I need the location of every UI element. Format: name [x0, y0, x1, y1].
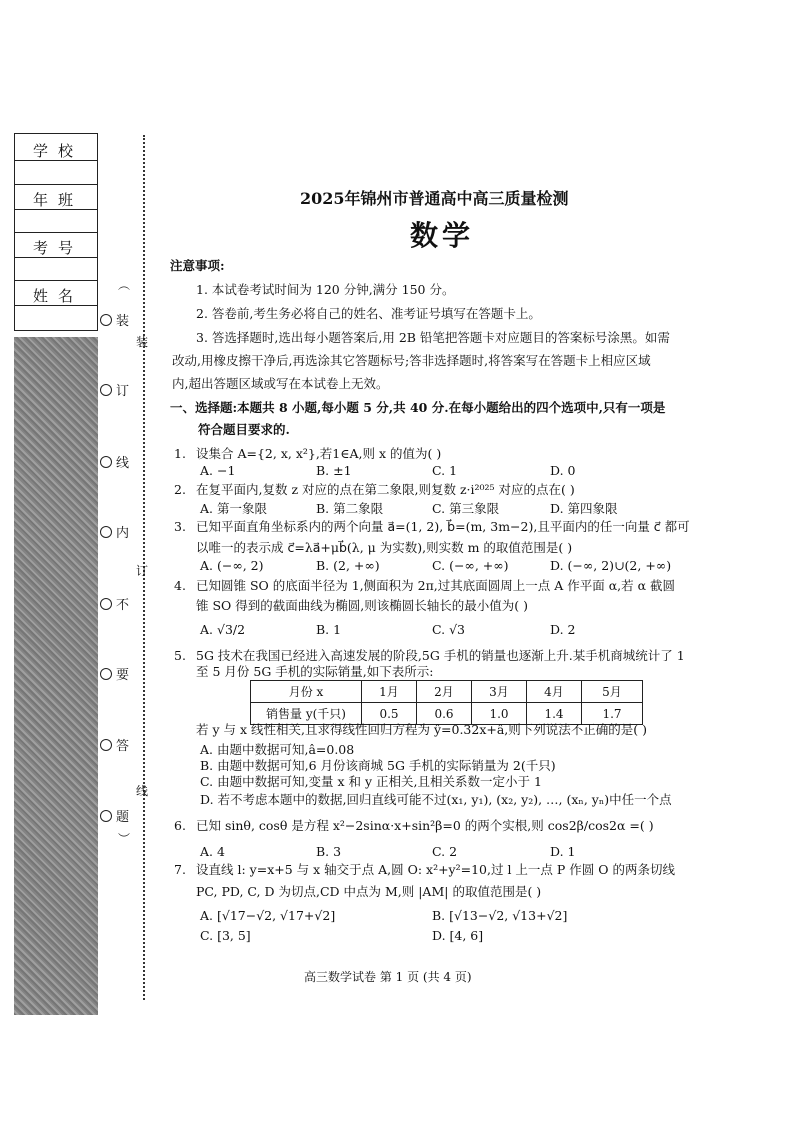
option-b: B. ±1 — [316, 463, 352, 478]
seal-item: 内 — [100, 522, 129, 541]
question-stem: 已知圆锥 SO 的底面半径为 1,侧面积为 2π,过其底面圆周上一点 A 作平面 α,若 α 截圆 — [196, 578, 676, 593]
option-d: D. 若不考虑本题中的数据,回归直线可能不过(x₁, y₁), (x₂, y₂), …, (xₙ, yₙ)中任一个点 — [200, 792, 672, 807]
field-number-input[interactable] — [15, 257, 97, 258]
binding-gray-strip — [14, 337, 98, 1015]
question-stem-cont: 至 5 月份 5G 手机的实际销量,如下表所示: — [196, 664, 434, 679]
table-header-cell: 2月 — [417, 681, 472, 703]
circle-mark — [100, 739, 112, 751]
option-c: C. 1 — [432, 463, 458, 478]
question-number: 5. — [174, 648, 186, 663]
option-a: A. 由题中数据可知,â=0.08 — [200, 742, 355, 757]
circle-mark — [100, 526, 112, 538]
field-class-divider — [15, 184, 97, 185]
table-header-cell: 5月 — [582, 681, 643, 703]
option-b: B. 1 — [316, 622, 342, 637]
field-number-divider — [15, 232, 97, 233]
seal-item: 要 — [100, 664, 129, 683]
option-c: C. 由题中数据可知,变量 x 和 y 正相关,且相关系数一定小于 1 — [200, 774, 542, 789]
question-stem: 已知平面直角坐标系内的两个向量 a⃗=(1, 2), b⃗=(m, 3m−2),且平面内的任一向量 c⃗ 都可 — [196, 519, 690, 534]
paren-close: ︶ — [118, 832, 131, 846]
option-d: D. 2 — [550, 622, 576, 637]
option-b: B. (2, +∞) — [316, 558, 380, 573]
option-d: D. 1 — [550, 844, 576, 859]
table-header-cell: 4月 — [527, 681, 582, 703]
question-stem: 在复平面内,复数 z 对应的点在第二象限,则复数 z·i²⁰²⁵ 对应的点在( ) — [196, 482, 575, 497]
option-b: B. 由题中数据可知,6 月份该商城 5G 手机的实际销量为 2(千只) — [200, 758, 556, 773]
page-footer: 高三数学试卷 第 1 页 (共 4 页) — [304, 970, 472, 984]
table-cell: 1.0 — [472, 703, 527, 725]
circle-mark — [100, 384, 112, 396]
question-stem: 设直线 l: y=x+5 与 x 轴交于点 A,圆 O: x²+y²=10,过 l 上一点 P 作圆 O 的两条切线 — [196, 862, 675, 877]
question-stem-cont: 以唯一的表示成 c⃗=λa⃗+μb⃗(λ, μ 为实数),则实数 m 的取值范围是( ) — [196, 540, 573, 555]
field-name-label: 姓名 — [33, 287, 84, 305]
question-number: 3. — [174, 519, 186, 534]
section-heading-cont: 符合题目要求的. — [198, 422, 290, 437]
option-d: D. [4, 6] — [432, 928, 484, 943]
question-stem: 设集合 A={2, x, x²},若1∈A,则 x 的值为( ) — [196, 446, 442, 461]
question-stem: 5G 技术在我国已经进入高速发展的阶段,5G 手机的销量也逐渐上升.某手机商城统计了 1 — [196, 648, 685, 663]
circle-mark — [100, 810, 112, 822]
question-stem: 已知 sinθ, cosθ 是方程 x²−2sinα·x+sin²β=0 的两个实根,则 cos2β/cos2α =( ) — [196, 818, 654, 833]
circle-mark — [100, 668, 112, 680]
option-c: C. √3 — [432, 622, 465, 637]
binding-char: 订 — [136, 564, 149, 578]
table-cell: 0.5 — [362, 703, 417, 725]
option-c: C. (−∞, +∞) — [432, 558, 509, 573]
question-stem-cont: 锥 SO 得到的截面曲线为椭圆,则该椭圆长轴长的最小值为( ) — [196, 598, 528, 613]
notes-heading: 注意事项: — [170, 258, 225, 273]
question-stem-cont: 若 y 与 x 线性相关,且求得线性回归方程为 ŷ=0.32x+â,则下列说法不正确的是( ) — [196, 722, 647, 737]
table-header-cell: 3月 — [472, 681, 527, 703]
field-school-label: 学校 — [33, 142, 84, 160]
table-cell: 1.7 — [582, 703, 643, 725]
seal-item: 订 — [100, 380, 129, 399]
table-cell: 1.4 — [527, 703, 582, 725]
question-number: 7. — [174, 862, 186, 877]
paren-open: ︵ — [118, 278, 131, 292]
seal-item: 题 — [100, 806, 129, 825]
option-b: B. [√13−√2, √13+√2] — [432, 908, 568, 923]
option-d: D. 0 — [550, 463, 576, 478]
field-class-label: 年班 — [33, 191, 84, 209]
field-name-input[interactable] — [15, 305, 97, 306]
notes-line: 1. 本试卷考试时间为 120 分钟,满分 150 分。 — [196, 282, 455, 297]
question-number: 1. — [174, 446, 186, 461]
question-number: 6. — [174, 818, 186, 833]
section-heading: 一、选择题:本题共 8 小题,每小题 5 分,共 40 分.在每小题给出的四个选项中,只有一项是 — [170, 400, 666, 415]
seal-item: 答 — [100, 735, 129, 754]
seal-item: 装 — [100, 310, 129, 329]
notes-line: 3. 答选择题时,选出每小题答案后,用 2B 铅笔把答题卡对应题目的答案标号涂黑。如需 — [196, 330, 670, 345]
option-a: A. (−∞, 2) — [200, 558, 264, 573]
option-c: C. 第三象限 — [432, 501, 500, 516]
table-cell: 0.6 — [417, 703, 472, 725]
field-name-divider — [15, 280, 97, 281]
circle-mark — [100, 598, 112, 610]
binding-char: 线 — [136, 784, 149, 798]
seal-item: 线 — [100, 452, 129, 471]
student-info-box — [14, 133, 98, 331]
circle-mark — [100, 314, 112, 326]
table-row — [251, 681, 643, 703]
exam-title: 2025年锦州市普通高中高三质量检测 — [300, 189, 569, 208]
table-header-cell: 1月 — [362, 681, 417, 703]
table-cell: 销售量 y(千只) — [251, 703, 362, 725]
circle-mark — [100, 456, 112, 468]
question-stem-cont: PC, PD, C, D 为切点,CD 中点为 M,则 |AM| 的取值范围是( ) — [196, 884, 542, 899]
field-number-label: 考号 — [33, 239, 84, 257]
option-d: D. (−∞, 2)∪(2, +∞) — [550, 558, 672, 573]
option-c: C. [3, 5] — [200, 928, 251, 943]
question-number: 4. — [174, 578, 186, 593]
option-b: B. 3 — [316, 844, 342, 859]
option-a: A. [√17−√2, √17+√2] — [200, 908, 336, 923]
option-a: A. 4 — [200, 844, 225, 859]
table-header-cell: 月份 x — [251, 681, 362, 703]
option-c: C. 2 — [432, 844, 458, 859]
option-d: D. 第四象限 — [550, 501, 618, 516]
notes-line: 内,超出答题区域或写在本试卷上无效。 — [172, 376, 389, 391]
notes-line: 2. 答卷前,考生务必将自己的姓名、准考证号填写在答题卡上。 — [196, 306, 541, 321]
binding-char: 装 — [136, 335, 149, 349]
option-a: A. √3/2 — [200, 622, 246, 637]
sales-table — [250, 680, 643, 725]
field-class-input[interactable] — [15, 209, 97, 210]
field-school-input[interactable] — [15, 160, 97, 161]
option-b: B. 第二象限 — [316, 501, 384, 516]
option-a: A. −1 — [200, 463, 236, 478]
notes-line: 改动,用橡皮擦干净后,再选涂其它答题标号;答非选择题时,将答案写在答题卡上相应区域 — [172, 353, 651, 368]
exam-subject: 数学 — [410, 219, 475, 252]
option-a: A. 第一象限 — [200, 501, 267, 516]
question-number: 2. — [174, 482, 186, 497]
seal-item: 不 — [100, 594, 129, 613]
